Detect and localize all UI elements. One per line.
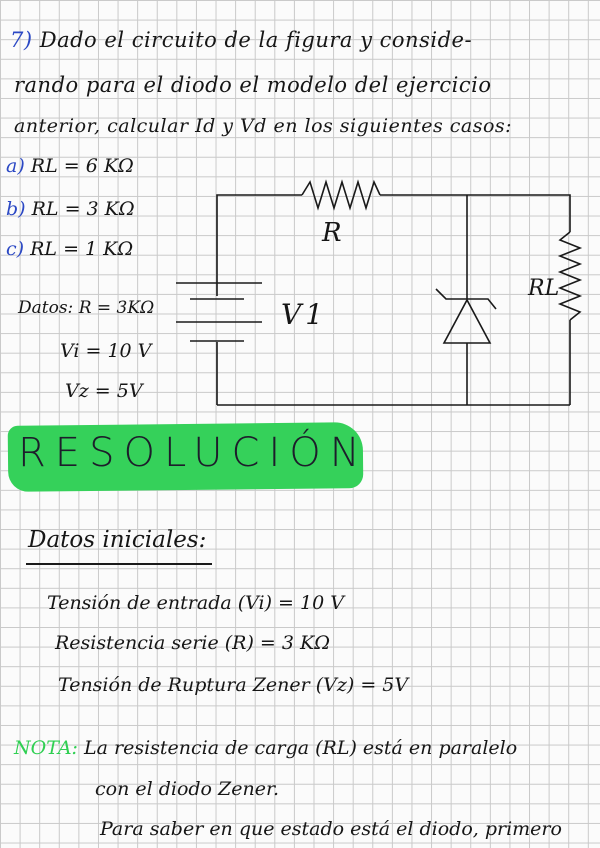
given-r: R = 3KΩ xyxy=(78,298,155,318)
note-line-1 xyxy=(14,737,517,759)
case-a-letter: a) xyxy=(6,155,25,177)
case-c-text: RL = 1 KΩ xyxy=(30,238,134,260)
item-vi: Tensión de entrada (Vi) = 10 V xyxy=(47,592,344,614)
note-text-1: La resistencia de carga (RL) está en paralelo xyxy=(84,737,518,759)
resolution-title: RESOLUCIÓN xyxy=(18,430,369,476)
given-label: Datos: xyxy=(18,298,74,318)
case-c-letter: c) xyxy=(6,238,25,260)
wire-top-right xyxy=(380,195,570,232)
case-b-text: RL = 3 KΩ xyxy=(31,198,135,220)
case-a-text: RL = 6 KΩ xyxy=(30,155,134,177)
note-line-2: con el diodo Zener. xyxy=(95,778,279,800)
resistor-rl xyxy=(560,232,580,320)
problem-line-3: anterior, calcular Id y Vd en los siguientes casos: xyxy=(14,115,513,137)
wire-top-left xyxy=(217,195,302,296)
problem-text-1: Dado el circuito de la figura y conside- xyxy=(39,28,473,52)
label-r: R xyxy=(322,218,342,248)
given-vz: Vz = 5V xyxy=(65,380,143,402)
item-r: Resistencia serie (R) = 3 KΩ xyxy=(55,632,330,654)
case-b-letter: b) xyxy=(6,198,26,220)
note-label: NOTA: xyxy=(14,737,78,759)
zener-triangle xyxy=(444,300,490,343)
resistor-r xyxy=(302,182,380,208)
label-v1: V1 xyxy=(281,298,328,331)
item-vz: Tensión de Ruptura Zener (Vz) = 5V xyxy=(58,674,409,696)
subtitle-underline xyxy=(26,563,212,565)
problem-number: 7) xyxy=(10,28,33,52)
given-vi: Vi = 10 V xyxy=(60,340,152,362)
zener-bar xyxy=(436,289,496,309)
subtitle: Datos iniciales: xyxy=(28,527,207,553)
note-line-3: Para saber en que estado está el diodo, primero xyxy=(100,818,562,840)
label-rl: RL xyxy=(528,276,560,301)
problem-line-2: rando para el diodo el modelo del ejercicio xyxy=(14,73,492,97)
